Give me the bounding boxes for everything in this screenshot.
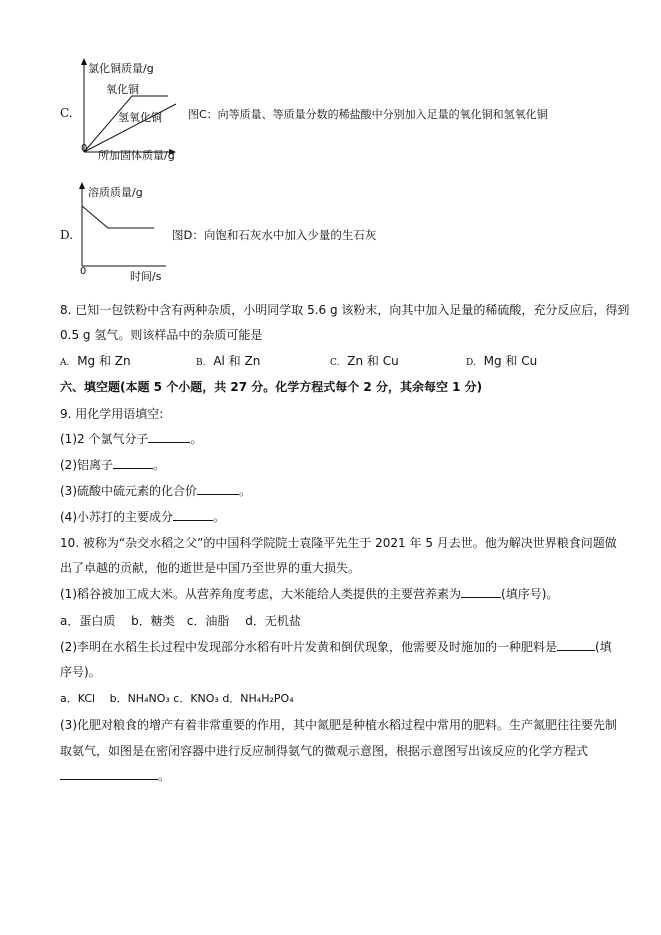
q10-part2-options: a．KCl b．NH₄NO₃ c．KNO₃ d．NH₄H₂PO₄ (60, 692, 294, 705)
q9-item-1 (60, 430, 202, 447)
q8-option-b-text: Al 和 Zn (213, 354, 261, 368)
q10-part2-line1 (60, 638, 612, 655)
q10-part1 (60, 585, 558, 602)
q8-option-a-letter: A. (60, 358, 70, 368)
graph-d-caption: 图D：向饱和石灰水中加入少量的生石灰 (172, 228, 377, 242)
q8-option-d-letter: D. (466, 358, 476, 368)
q10-part1-options: a．蛋白质 b．糖类 c．油脂 d．无机盐 (60, 614, 301, 628)
q10-part1-blank[interactable] (461, 586, 501, 598)
q8-option-c (330, 352, 399, 369)
q10-part3-line1: (3)化肥对粮食的增产有着非常重要的作用，其中氮肥是种植水稻过程中常用的肥料。生产氮肥往往要先制 (60, 718, 618, 732)
q10-part2-text: (2)李明在水稻生长过程中发现部分水稻有叶片发黄和倒伏现象，他需要及时施加的一种肥料是 (60, 640, 558, 654)
q8-option-d-text: Mg 和 Cu (483, 354, 538, 368)
graph-d-origin: 0 (80, 266, 87, 277)
q10-part3-line3 (60, 767, 170, 784)
q9-title: 9. 用化学用语填空: (60, 407, 164, 421)
q8-option-a (60, 352, 131, 369)
q9-item-3-end: 。 (239, 484, 252, 498)
q10-part1-end: (填序号)。 (501, 587, 559, 601)
q9-item-2-end: 。 (153, 458, 166, 472)
q10-part2-blank[interactable] (557, 639, 595, 651)
q9-item-4-blank[interactable] (173, 509, 213, 521)
graph-d-x-axis-label: 时间/s (130, 270, 162, 283)
q8-option-b-letter: B. (196, 358, 206, 368)
section6-heading: 六、填空题(本题 5 个小题，共 27 分。化学方程式每个 2 分，其余每空 1 分) (60, 380, 483, 394)
q8-option-d (466, 352, 537, 369)
q8-option-a-text: Mg 和 Zn (77, 354, 131, 368)
q10-part3-line2: 取氨气，如图是在密闭容器中进行反应制得氨气的微观示意图，根据示意图写出该反应的化学方程式 (60, 744, 589, 758)
graph-c-x-axis-label: 所加固体质量/g (98, 149, 175, 162)
option-c-label: C. (60, 106, 73, 120)
q9-item-2-blank[interactable] (113, 457, 153, 469)
q9-item-2 (60, 456, 165, 473)
q9-item-4 (60, 508, 225, 525)
graph-c-origin: 0 (81, 143, 88, 154)
q10-part3-end: 。 (158, 769, 171, 783)
q10-intro-line2: 出了卓越的贡献，他的逝世是中国乃至世界的重大损失。 (60, 561, 361, 575)
q9-item-4-text: (4)小苏打的主要成分 (60, 510, 173, 524)
graph-d-y-arrow (79, 182, 85, 189)
q9-item-1-end: 。 (190, 432, 203, 446)
q9-item-3 (60, 482, 251, 499)
q8-option-b (196, 352, 260, 369)
q8-option-c-text: Zn 和 Cu (347, 354, 399, 368)
graph-c-y-axis-label: 氯化铜质量/g (88, 62, 154, 75)
graph-c-line1-label: 氧化铜 (106, 83, 139, 96)
q10-part3-blank[interactable] (60, 768, 158, 780)
graph-d-y-axis-label: 溶质质量/g (88, 186, 143, 199)
q8-option-c-letter: C. (330, 358, 340, 368)
q8-stem-line2: 0.5 g 氢气。则该样品中的杂质可能是 (60, 328, 263, 342)
graph-c-y-arrow (81, 58, 87, 65)
q9-item-2-text: (2)铝离子 (60, 458, 113, 472)
q10-part2-line2: 序号)。 (60, 665, 101, 679)
q10-intro-line1: 10. 被称为“杂交水稻之父”的中国科学院院士袁隆平先生于 2021 年 5 月去世。他为解决世界粮食问题做 (60, 536, 617, 550)
q9-item-1-blank[interactable] (148, 431, 190, 443)
q9-item-4-end: 。 (213, 510, 226, 524)
graph-d-line (82, 206, 154, 228)
q8-stem-line1: 8. 已知一包铁粉中含有两种杂质，小明同学取 5.6 g 该粉末，向其中加入足量的稀硫酸，充分反应后，得到 (60, 303, 630, 317)
option-d-label: D. (60, 228, 74, 242)
graph-c-line2-label: 氢氧化铜 (118, 111, 162, 124)
q10-part1-text: (1)稻谷被加工成大米。从营养角度考虑，大米能给人类提供的主要营养素为 (60, 587, 462, 601)
q9-item-3-text: (3)硫酸中硫元素的化合价 (60, 484, 197, 498)
q10-part2-end: (填 (595, 640, 612, 654)
q9-item-3-blank[interactable] (197, 483, 239, 495)
q9-item-1-text: (1)2 个氯气分子 (60, 432, 149, 446)
graph-c-caption: 图C：向等质量、等质量分数的稀盐酸中分别加入足量的氧化铜和氢氧化铜 (188, 108, 548, 121)
